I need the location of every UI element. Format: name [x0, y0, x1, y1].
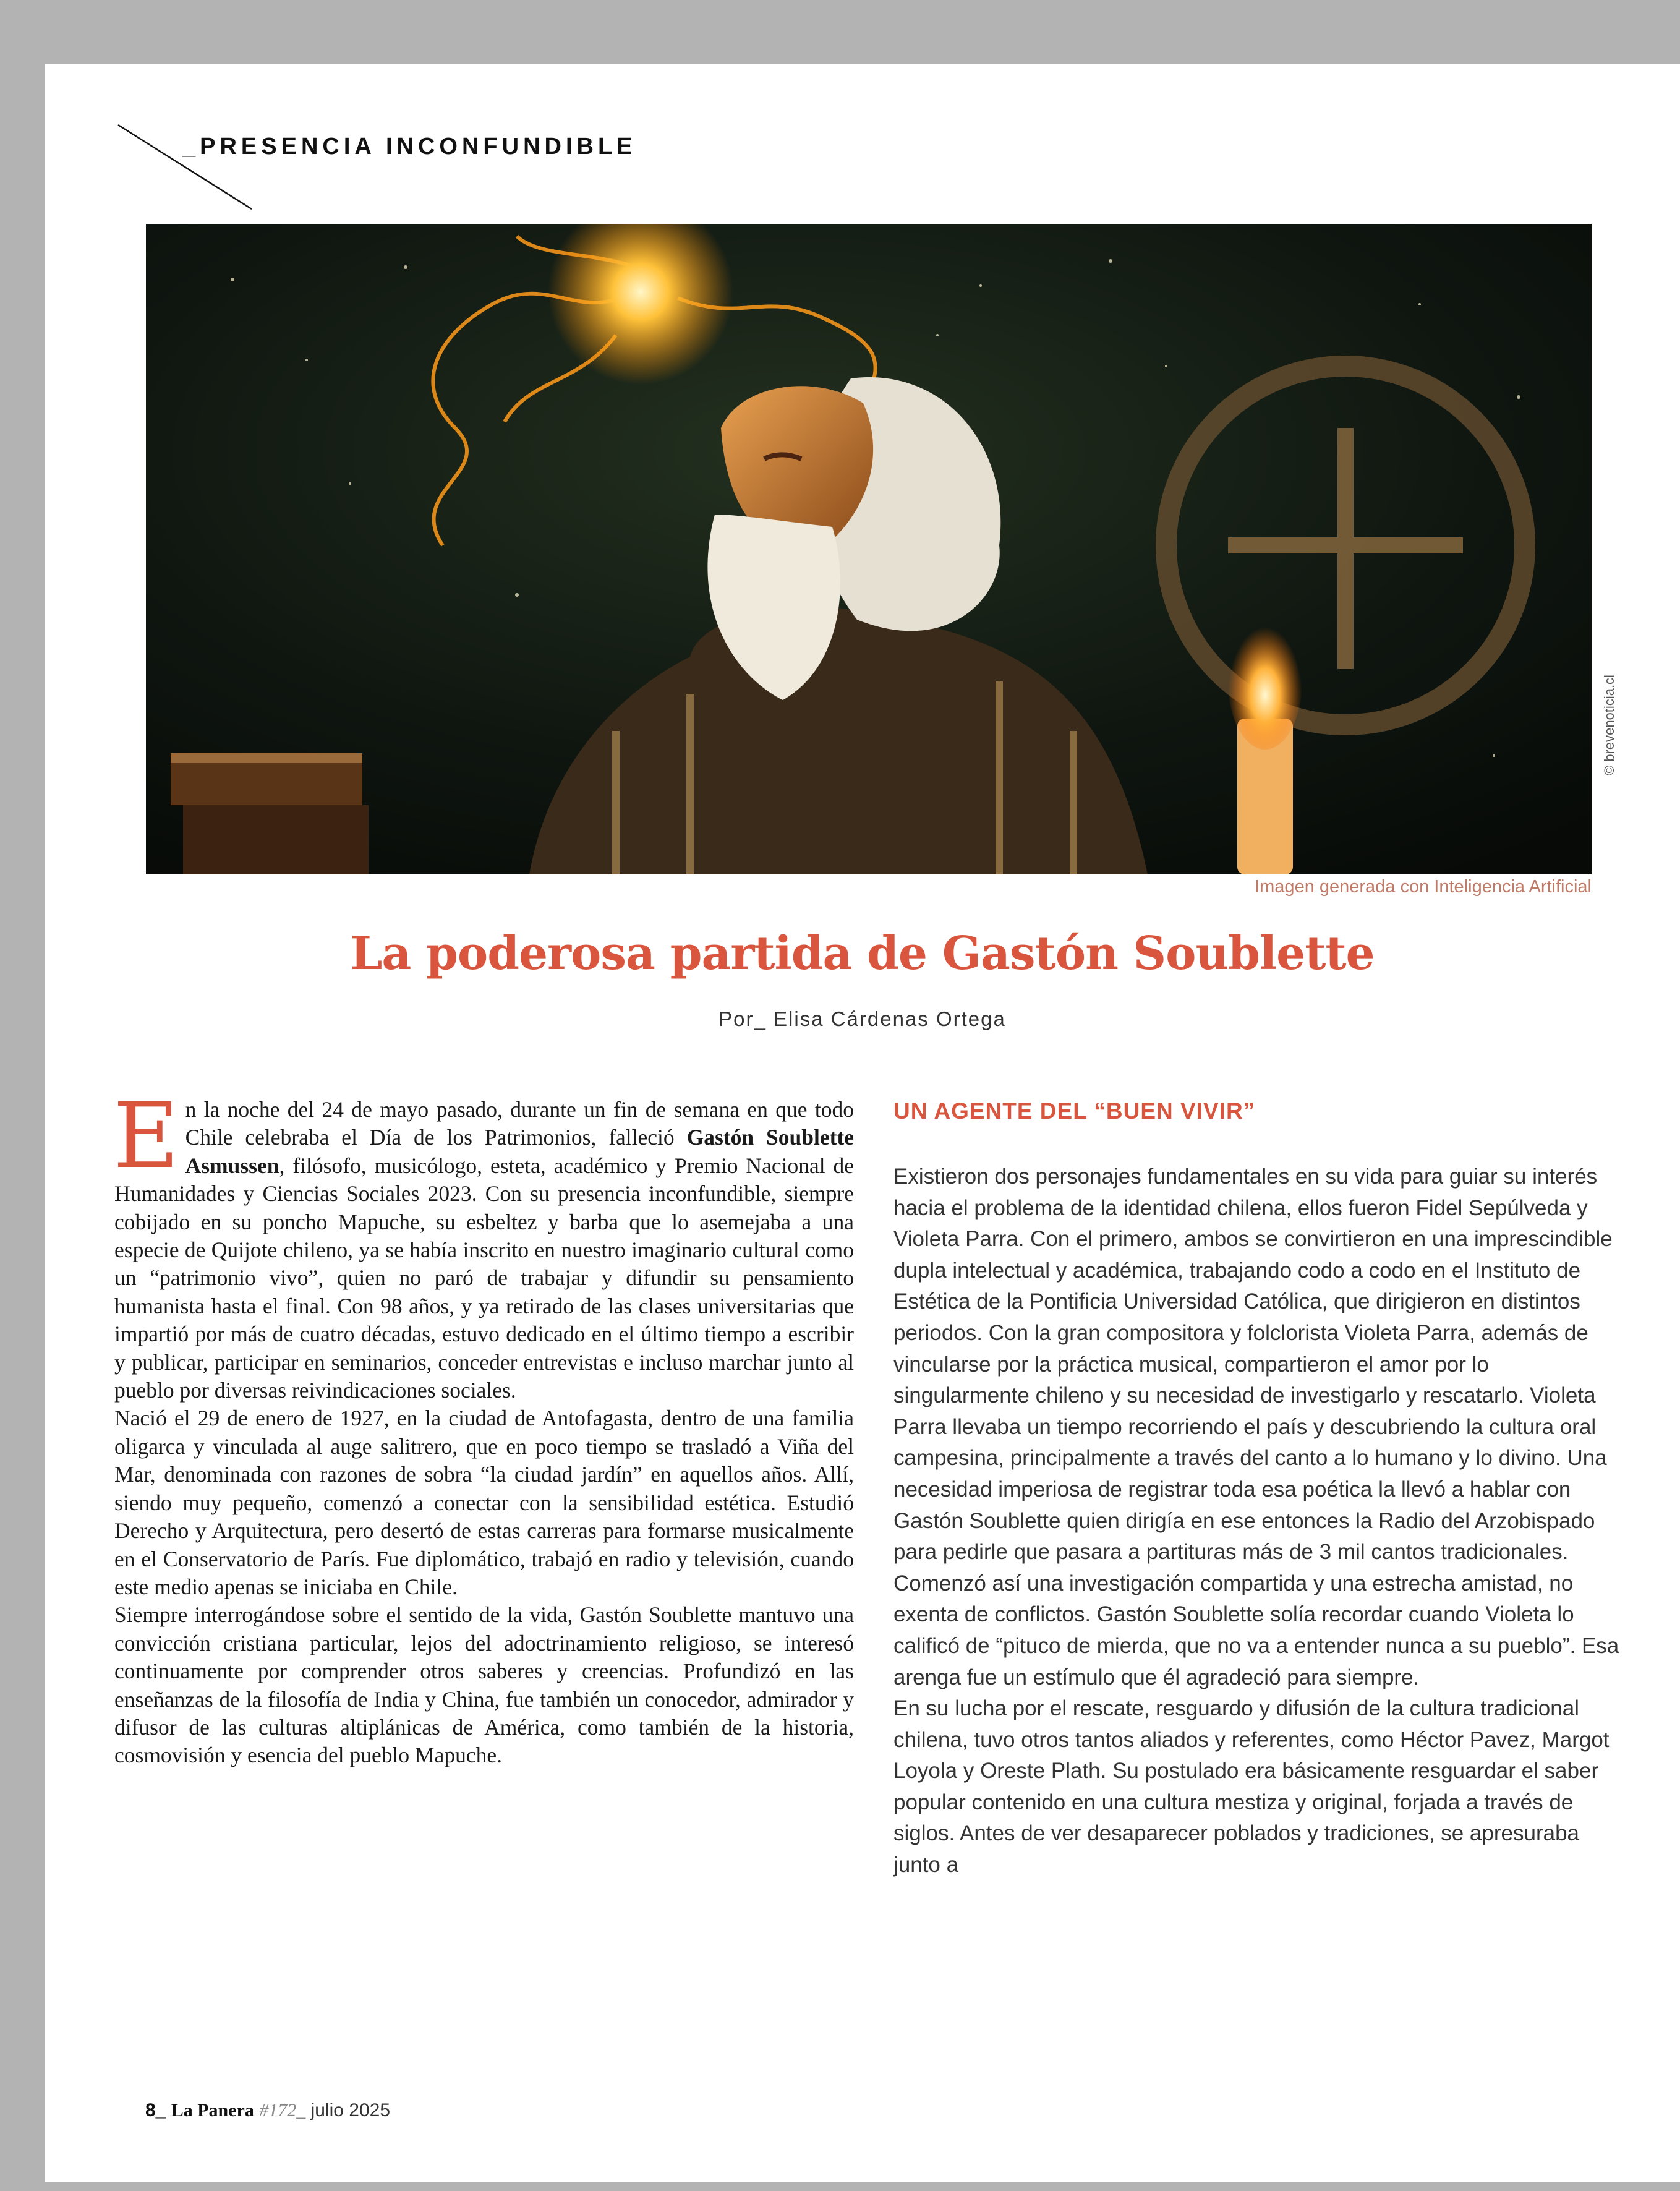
- section-kicker: _PRESENCIA INCONFUNDIBLE: [182, 134, 637, 160]
- paragraph-text: n la noche del 24 de mayo pasado, durante un fin de semana en que todo Chile celebraba el Día de los Patrimonios, falleció: [185, 1097, 854, 1150]
- paragraph: En su lucha por el rescate, resguardo y difusión de la cultura tradicional chilena, tuvo otros tantos aliados y referentes, como Héctor Pavez, Margot Loyola y Oreste Plath. Su postulado era básicamente resguardar el saber popular contenido en una cultura mestiza y original, forjada a través de siglos. Antes de ver desaparecer poblados y tradiciones, se apresuraba junto a: [893, 1696, 1610, 1877]
- byline: Por_ Elisa Cárdenas Ortega: [718, 1007, 1006, 1030]
- page-number: 8_: [145, 2100, 166, 2121]
- paragraph: Nació el 29 de enero de 1927, en la ciudad de Antofagasta, dentro de una familia oligarca y vinculada al auge salitrero, que en poco tiempo se trasladó a Viña del Mar, denominada con razones de sobra “la ciudad jardín” en aquellos años. Allí, siendo muy pequeño, comenzó a conectar con la sensibilidad estética. Estudió Derecho y Arquitectura, pero desertó de estas carreras para formarse musicalmente en el Conservatorio de París. Fue diplomático, trabajó en radio y televisión, cuando este medio apenas se iniciaba en Chile.: [114, 1406, 854, 1599]
- paragraph: Existieron dos personajes fundamentales en su vida para guiar su interés hacia el problema de la identidad chilena, ellos fueron Fidel Sepúlveda y Violeta Parra. Con el primero, ambos se convirtieron en una imprescindible dupla intelectual y académica, trabajando codo a codo en el Instituto de Estética de la Pontificia Universidad Católica, que dirigieron en distintos periodos. Con la gran compositora y folclorista Violeta Parra, además de vincularse por la práctica musical, compartieron el amor por lo singularmente chileno y su necesidad de investigarlo y rescatarlo. Violeta Parra llevaba un tiempo recorriendo el país y descubriendo la cultura oral campesina, principalmente a través del canto a lo humano y lo divino. Una necesidad imperiosa de registrar toda esa poética la llevó a hablar con Gastón Soublette quien dirigía en ese entonces la Radio del Arzobispado para pedirle que pasara a partituras más de 3 mil cantos tradicionales. Comenzó así una investigación compartida y una estrecha amistad, no exenta de conflictos. Gastón Soublette solía recordar cuando Violeta lo calificó de “pituco de mierda, que no va a entender nunca a su pueblo”. Esa arenga fue un estímulo que él agradeció para siempre.: [893, 1164, 1619, 1689]
- issue-date: julio 2025: [310, 2100, 390, 2121]
- paragraph-text: , filósofo, musicólogo, esteta, académico y Premio Nacional de Humanidades y Ciencias Sociales 2023. Con su presencia inconfundible, siempre cobijado en su poncho Mapuche, su esbeltez y barba que lo asemejaba a una especie de Quijote chileno, ya se había inscrito en nuestro imaginario cultural como un “patrimonio vivo”, quien no paró de trabajar y difundir su pensamiento humanista hasta el final. Con 98 años, y ya retirado de las clases universitarias que impartió por más de cuatro décadas, estuvo dedicado en el último tiempo a escribir y publicar, participar en seminarios, conceder entrevistas e incluso marchar junto al pueblo por diversas reivindicaciones sociales.: [114, 1153, 854, 1403]
- section-heading: UN AGENTE DEL “BUEN VIVIR”: [893, 1098, 1256, 1124]
- article-title: La poderosa partida de Gastón Soublette: [350, 927, 1375, 980]
- page-footer: [145, 2100, 390, 2121]
- magazine-name: La Panera: [171, 2100, 254, 2121]
- paragraph: Siempre interrogándose sobre el sentido de la vida, Gastón Soublette mantuvo una convicción cristiana particular, lejos del adoctrinamiento religioso, se interesó continuamente por comprender otros saberes y creencias. Profundizó en las enseñanzas de la filosofía de India y China, fue también un conocedor, admirador y difusor de las culturas altiplánicas de América, como también de la historia, cosmovisión y esencia del pueblo Mapuche.: [114, 1602, 854, 1768]
- highlighted-name: Gastón Soublette Asmussen: [185, 1125, 854, 1178]
- hero-illustration: [146, 224, 1592, 874]
- magazine-page: [45, 64, 1680, 2182]
- photo-credit: © brevenoticia.cl: [1601, 675, 1617, 775]
- right-column: [893, 1098, 1619, 1881]
- image-caption: Imagen generada con Inteligencia Artificial: [1255, 877, 1592, 897]
- paragraph: [113, 1083, 854, 1404]
- issue-number: #172_: [259, 2100, 306, 2121]
- left-column: [113, 1083, 854, 1770]
- drop-cap: E: [113, 1083, 179, 1189]
